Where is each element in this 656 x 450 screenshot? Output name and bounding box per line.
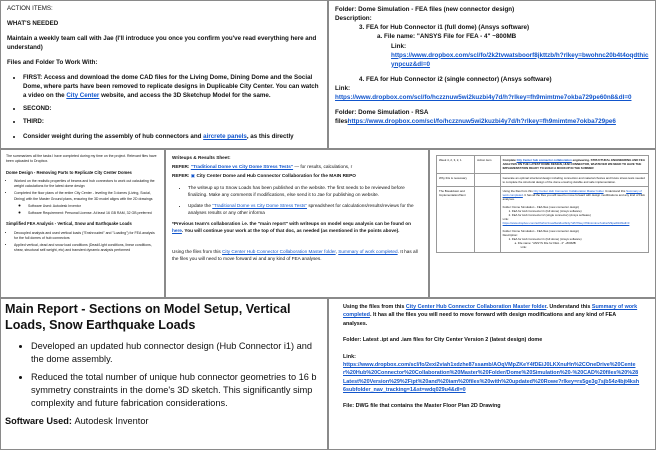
- table-row: The Breakdown and Implementation/Next Using the files from this City Center Hub Connector Collaboration Master folder. Understand this Summary of work completed. It has all the files you will need to move forward with design modifications and any kind of FEA analyses. Folder: Dome Simulation - FEA files (new connector design) 1. FEA for Hub Connector i1 (full dome) (Ansys software) 2. FEA for Hub Connector i2 (single connector) (Ansys software) Link: https://www.dropbox.com/scl/fo/hczznuw5wi2kuzbi4y7d/h?rlkey=fh9mimtme7okba729pe60n8&dl=0 Folder: Dome Simulation - FEA files (new connector design) Description: 1. FEA for Hub Connector i1 (full dome) (Ansys software) a. File name: "ANSYS File for FEA - 4" ~800MB Link:: [437, 187, 649, 253]
- fea-i1-dropbox-link[interactable]: https://www.dropbox.com/scl/fo/2k2tvwatsboorf8jkttzb/h?rlkey=bwohnc20b4t4oqdthicynpcuz&dl=0: [391, 51, 649, 68]
- rsa-dropbox-link[interactable]: https://www.dropbox.com/scl/fo/hczznuw5wi2kuzbi4y7d/h?rlkey=fh9mimtme7okba729pe6: [347, 118, 616, 126]
- here-link[interactable]: here: [172, 228, 182, 234]
- list-item: • THIRD:: [23, 118, 321, 127]
- list-item: • SECOND:: [23, 105, 321, 114]
- summary-panel: [1, 150, 164, 297]
- action-items-panel: [1, 1, 327, 148]
- latest-files-panel: [329, 299, 655, 449]
- list-item: 4. FEA for Hub Connector i2 (single connector) (Ansys software): [359, 75, 552, 83]
- link-label: Link:: [335, 85, 351, 92]
- latest-folder-label: Folder: Latest .ipt and .iam files for City Center Version 2 (latest design) dome: [343, 337, 543, 344]
- list-item: • Worked on the realistic properties of beams and hub connectors to work out calculating the weight calculations for the latest dome design: [14, 179, 159, 190]
- software-used: Software Used: Autodesk Inventor: [5, 416, 149, 427]
- table-row: Week 4, 2, 3, 2, 1 Action item Complete City Center hub connector collaboration engineering. STRUCTURAL ENGINEERING AND FEA ANALYSIS ON THE LATEST DOME DESIGN, HUB CONNECTOR, WHATEVER WE NEED TO HAVE THE IMPLEMENTATION READY TO BUILD A MOCKUP IN THE SUMMER: [437, 156, 649, 174]
- action-table: [436, 155, 649, 253]
- stress-tests-link[interactable]: "Traditional Dome vs City Dome Stress Tests": [190, 164, 294, 170]
- master-folder-link[interactable]: City Center Hub Connector Collaboration Master folder: [222, 249, 336, 255]
- action-table-panel: [430, 150, 655, 297]
- master-folder-link[interactable]: City Center Hub Connector Collaboration Master folder: [405, 304, 547, 310]
- previous-team-note: *Previous team's collaboration i.e. the "main report" with writeups on model sequ analysis can be found on here. You will continue your work at the top of that doc, as needed (as mentioned in the points above).: [172, 221, 411, 234]
- dwg-file-label: File: DWG file that contains the Master Floor Plan 2D Drawing: [343, 403, 501, 410]
- list-item: a. File name: "ANSYS File for FEA - 4" ~800MB: [377, 33, 517, 41]
- action-items-heading: ACTION ITEMS:: [7, 5, 53, 12]
- writeups-heading: Writeups & Results Sheet:: [172, 155, 231, 160]
- main-report-panel: [1, 299, 327, 449]
- list-item: • Consider weight during the assembly of hub connectors and aircrete panels, as this directly: [23, 133, 321, 142]
- writeups-panel: Writeups & Results Sheet: REFER: "Traditional Dome vs City Dome Stress Tests" — for results, calculations, r REFER: ▣ City Center Dome and Hub Connector Collaboration for the MAIN REPO • The writeup up to Snow Loads has been published on the website. The first needs to be reviewed before finalizing. Make any comments if modifications, else send it to Jae for publishing on website. • Update the "Traditional Dome vs City Dome Stress Tests" spreadsheet for calculations/results/reviews for the analyses results or any other informa *Previous team's collaboration i.e. the "main report" with writeups on model sequ analysis can be found on here. You will continue your work at the top of that doc, as needed (as mentioned in the points above). Using the files from this City Center Hub Connector Collaboration Master folder, Summary of work completed. It has all the files you will need to move forward wi and any kind of FEA analyses.: [166, 150, 428, 297]
- fea-analysis-heading: Simplified FEA Analysis - Vertical, Snow and Earthquake Loads: [6, 221, 132, 227]
- dome-design-heading: Dome Design - Removing Parts to Replicate City Center Domes: [6, 169, 132, 175]
- main-report-title: Main Report - Sections on Model Setup, Vertical Loads, Snow Earthquake Loads: [5, 302, 291, 333]
- table-row: Why this is necessary Generate an optimal structural design including connection and material choices and future stress tests needed to complete the structural design of the dome ensuring durable and safe implementation.: [437, 173, 649, 186]
- city-center-link[interactable]: City Center: [66, 91, 100, 99]
- list-item: • Applied vertical, dead and snow load conditions (Dead/Light conditions, linear conditions, shear, structural self-weight, etc) and transient dynamic analysis performed: [14, 243, 159, 254]
- list-item: • Update the "Traditional Dome vs City Dome Stress Tests" spreadsheet for calculations/results/reviews for the analyses results or any other informa: [188, 202, 422, 216]
- list-item: • Developed an updated hub connector design (Hub Connector i1) and the dome assembly.: [31, 340, 323, 366]
- master-folder-link[interactable]: City Center Hub Connector Collaboration Master folder: [533, 189, 604, 194]
- using-files-text: Using the files from this City Center Hub Connector Collaboration Master folder, Summary of work completed. It has all the files you will need to move forward wi and any kind of FEA analyses.: [172, 249, 418, 262]
- dropbox-link[interactable]: https://www.dropbox.com/scl/fo/hczznuw5wi2kuzbi4y7d/h?rlkey=fh9mimtme7okba729pe60n8&dl=0: [502, 221, 630, 226]
- files-heading: Files and Folder To Work With:: [7, 58, 98, 66]
- rsa-folder-heading: Folder: Dome Simulation - RSA: [335, 109, 429, 117]
- main-report-ref: City Center Dome and Hub Connector Collaboration for the MAIN REPO: [196, 173, 356, 179]
- list-item: • FIRST: Access and download the dome CAD files for the Living Dome, Dining Dome and the Social Dome, where parts have been removed to replicate designs in Duplicable City Center. You can watch a video on the City Center website, and access the 3D Sketchup Model for the same.: [23, 74, 321, 101]
- list-item: • Decoupled analysis and used vertical loads ("Enshrouded" and "Loading") for FEA analysis for the full domes of hub connectors: [14, 231, 159, 242]
- stress-tests-sheet-link[interactable]: "Traditional Dome vs City Dome Stress Tests": [212, 203, 308, 209]
- aircrete-panels-link[interactable]: aircrete panels: [203, 132, 247, 140]
- doc-icon: ▣: [190, 173, 197, 179]
- fea-folder-heading: Folder: Dome Simulation - FEA files (new connector design): [335, 6, 515, 13]
- link-label: Link:: [391, 42, 407, 50]
- list-item: 3. FEA for Hub Connector i1 (full dome) (Ansys software): [359, 24, 530, 32]
- summary-link[interactable]: Summary of work completed: [502, 189, 642, 198]
- summary-intro: The summarizes all the tasks I have completed during my time on the project. Relevant files have been uploaded to Dropbox.: [6, 154, 157, 164]
- summary-link[interactable]: Summary of work completed: [343, 304, 638, 319]
- link-label: Link:: [343, 353, 356, 360]
- whats-needed-heading: WHAT'S NEEDED: [7, 19, 59, 27]
- collab-link[interactable]: City Center hub connector collaboration: [516, 158, 572, 162]
- using-files-text: Using the files from this City Center Hub Connector Collaboration Master folder. Understand this Summary of work completed. It has all the files you will need to move forward with design modifications and any kind of FEA analyses.: [343, 304, 638, 327]
- description-label: Description:: [335, 15, 372, 23]
- list-item: ◦ Software Used: Autodesk Inventor: [28, 204, 159, 209]
- fea-i2-dropbox-link[interactable]: https://www.dropbox.com/scl/fo/hczznuw5wi2kuzbi4y7d/h?rlkey=fh9mimtme7okba729pe60n8&dl=0: [335, 94, 632, 102]
- action-list: [23, 74, 321, 142]
- latest-cad-dropbox-link[interactable]: https://www.dropbox.com/scl/fo/2exi2viah1xdzhe87ssamb/AOqVMpZKeY4fDEiJ0LKXnuHn%2COneDrive%20Center%20Hub%20Connector%20Collaboration%20Master%20Folder/Dome%20Simulation%20-%20CAD%20files%20%28Latest%20Version%29%2Fipt%20and%20iam%20files%20with%20updated%20Rowe?rlkey=rs5ge3g7sjb54z4bjt4ksh6subfolder_nav_tracking=1&st=wdq029u4&dl=0: [343, 361, 640, 393]
- list-item: ◦ Software Requirement: Personal License. At least 16 GB RAM, 32 GB preferred: [28, 211, 159, 216]
- weekly-call-text: Maintain a weekly team call with Jae (I'll introduce you once you confirm you've read everything here and understand): [7, 34, 317, 51]
- list-item: • Reduced the total number of unique hub connector geometries to 16 b symmetry constraints in the dome's 3D sketch. This significantly simp complexity and future fabrication considerations.: [31, 371, 323, 410]
- summary-link[interactable]: Summary of work completed: [338, 249, 398, 255]
- list-item: • Completed the floor plans of the entire City Center - leveling the 3 domes (Living, Social, Dining) with the Master Ground plans, ensuring the 3D model aligns with the 2D drawings: [14, 191, 159, 202]
- list-item: • The writeup up to Snow Loads has been published on the website. The first needs to be reviewed before finalizing. Make any comments if modifications, else send it to Jae for publishing on website.: [188, 184, 422, 198]
- fea-folder-panel: Folder: Dome Simulation - FEA files (new connector design) Description: 3. FEA for Hub Connector i1 (full dome) (Ansys software) a. File name: "ANSYS File for FEA - 4" ~800MB Link: https://www.dropbox.com/scl/fo/2k2tvwatsboorf8jkttzb/h?rlkey=bwohnc20b4t4oqdthicynpcuz&dl=0 4. FEA for Hub Connector i2 (single connector) (Ansys software) Link: https://www.dropbox.com/scl/fo/hczznuw5wi2kuzbi4y7d/h?rlkey=fh9mimtme7okba729pe60n8&dl=0 Folder: Dome Simulation - RSA fileshttps://www.dropbox.com/scl/fo/hczznuw5wi2kuzbi4y7d/h?rlkey=fh9mimtme7okba729pe6: [329, 1, 655, 148]
